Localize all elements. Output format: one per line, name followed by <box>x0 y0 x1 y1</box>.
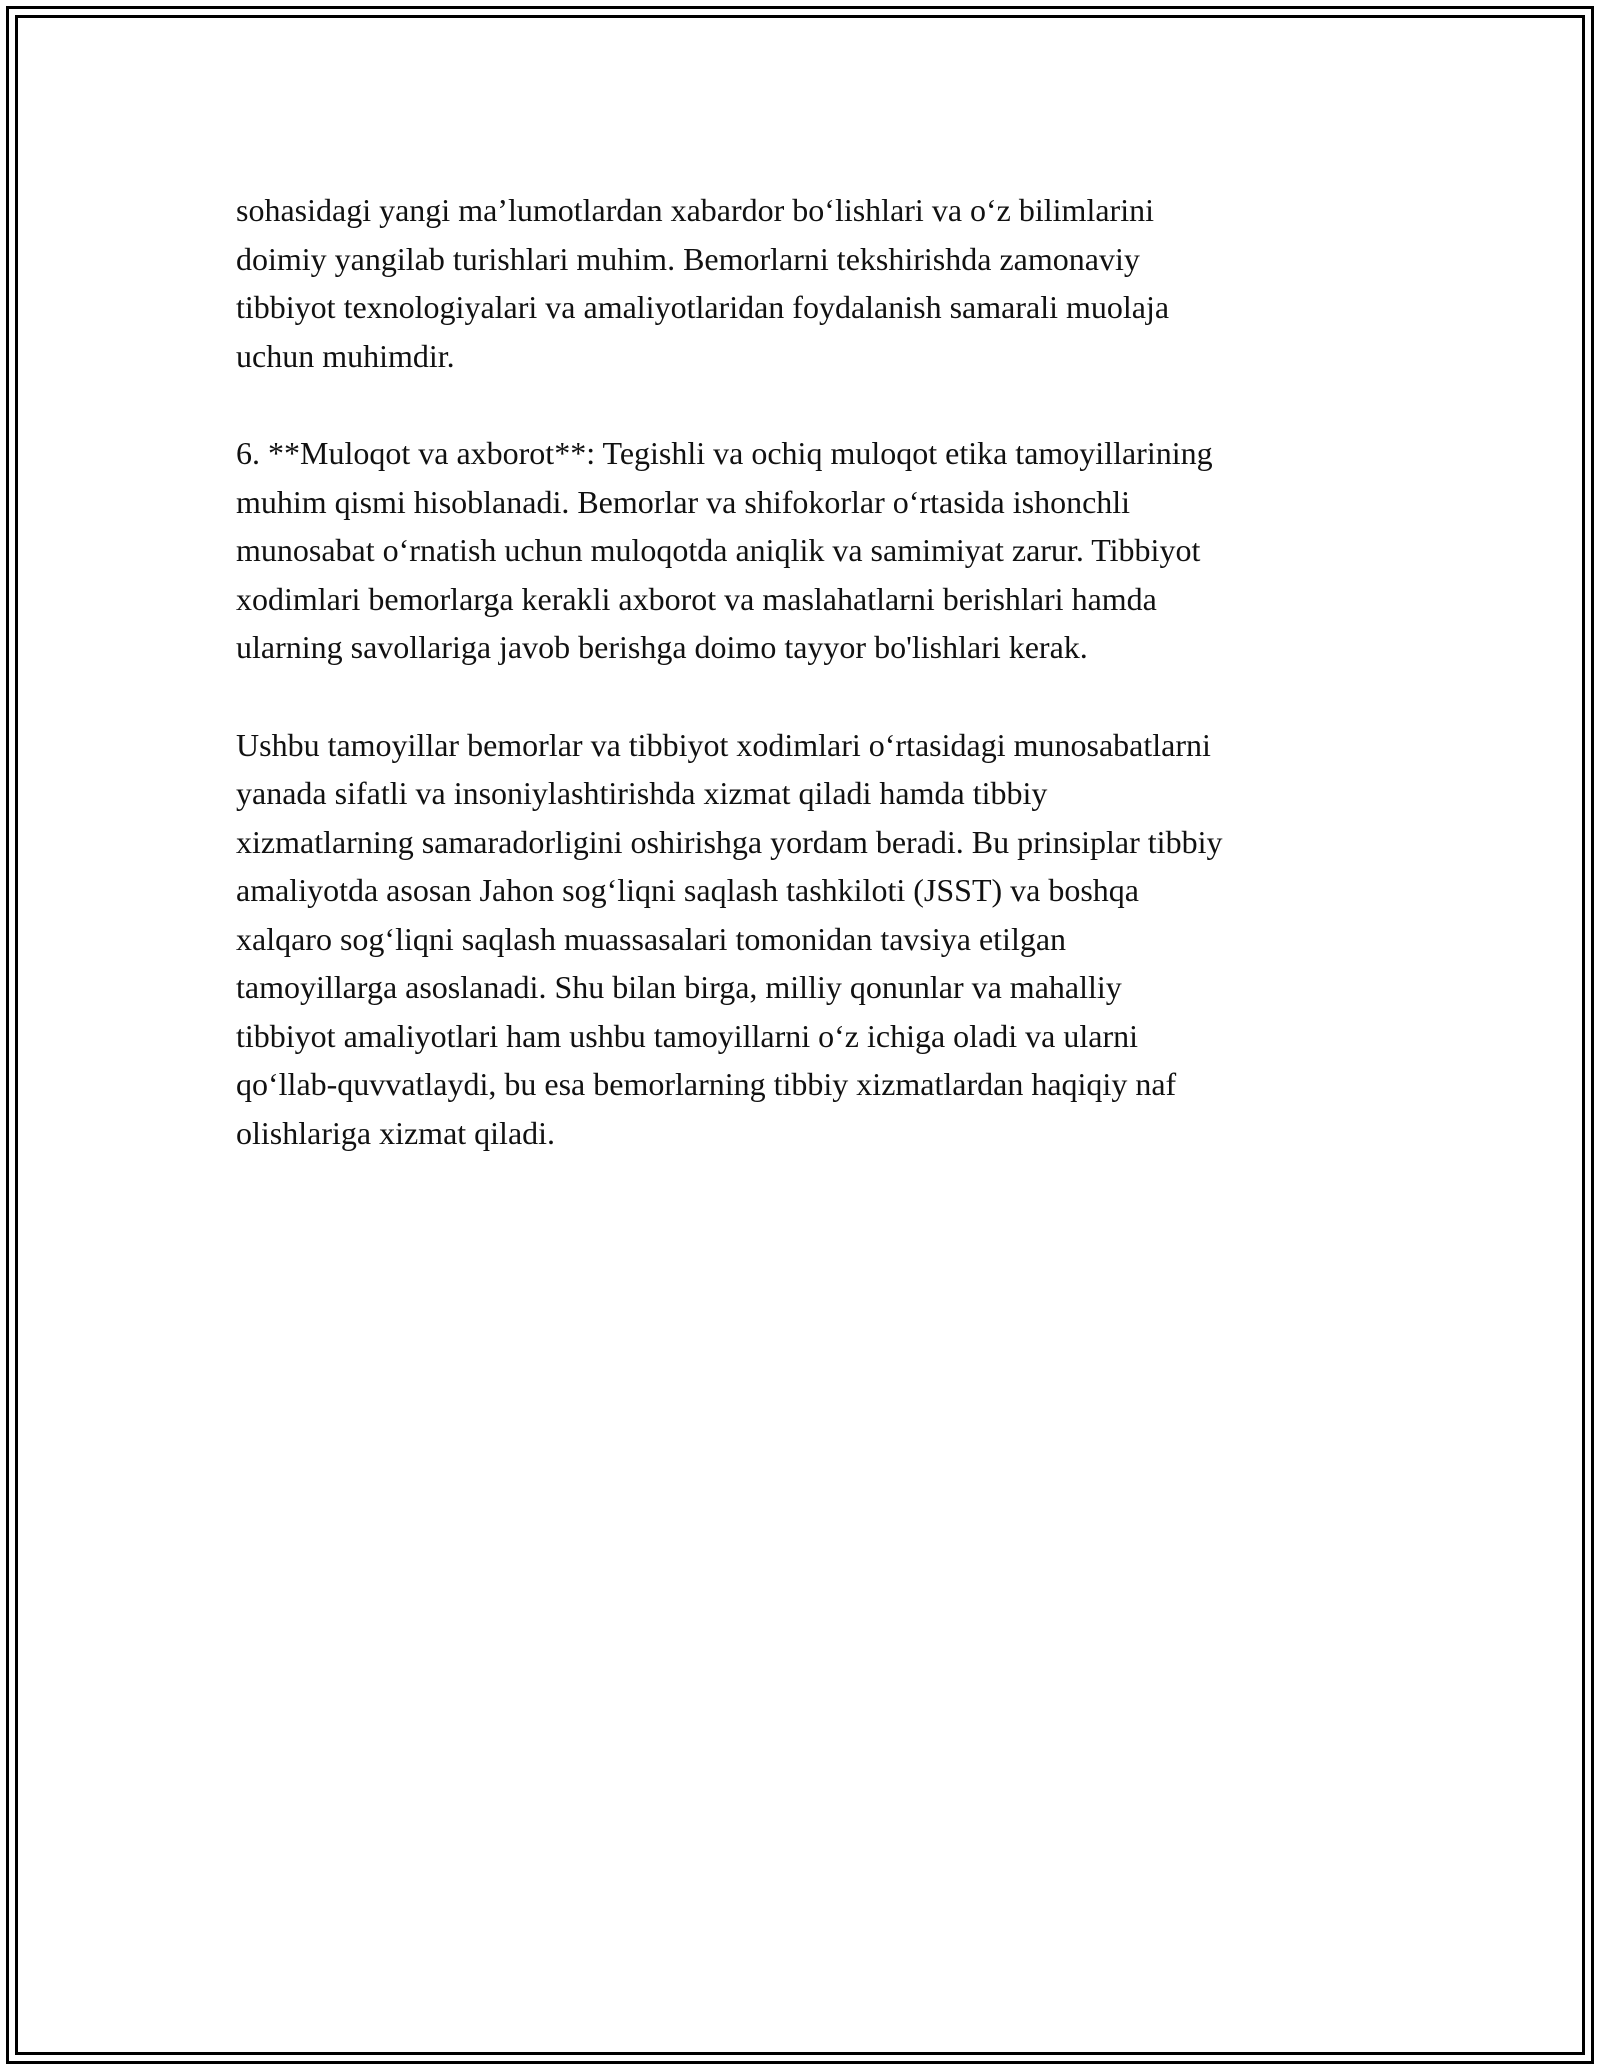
text-line: doimiy yangilab turishlari muhim. Bemorlarni tekshirishda zamonaviy <box>236 240 1140 277</box>
text-line: Ushbu tamoyillar bemorlar va tibbiyot xodimlari o‘rtasidagi munosabatlarni <box>236 726 1211 763</box>
text-line: muhim qismi hisoblanadi. Bemorlar va shifokorlar o‘rtasida ishonchli <box>236 483 1131 520</box>
text-line: uchun muhimdir. <box>236 337 455 374</box>
text-line: tibbiyot amaliyotlari ham ushbu tamoyillarni o‘z ichiga oladi va ularni <box>236 1017 1138 1054</box>
text-line: 6. **Muloqot va axborot**: Tegishli va ochiq muloqot etika tamoyillarining <box>236 435 1213 471</box>
paragraph-conclusion <box>236 721 1376 1158</box>
text-line: munosabat o‘rnatish uchun muloqotda aniqlik va samimiyat zarur. Tibbiyot <box>236 532 1201 568</box>
document-body <box>236 186 1376 1206</box>
text-line: sohasidagi yangi ma’lumotlardan xabardor bo‘lishlari va o‘z bilimlarini <box>236 192 1154 228</box>
text-line: xizmatlarning samaradorligini oshirishga yordam beradi. Bu prinsiplar tibbiy <box>236 823 1223 860</box>
text-line: xalqaro sog‘liqni saqlash muassasalari tomonidan tavsiya etilgan <box>236 920 1067 957</box>
text-line: tibbiyot texnologiyalari va amaliyotlaridan foydalanish samarali muolaja <box>236 289 1170 325</box>
text-line: xodimlari bemorlarga kerakli axborot va maslahatlarni berishlari hamda <box>236 580 1157 617</box>
text-line: olishlariga xizmat qiladi. <box>236 1114 556 1151</box>
text-line: amaliyotda asosan Jahon sog‘liqni saqlash tashkiloti (JSST) va boshqa <box>236 872 1139 908</box>
paragraph-communication <box>236 429 1376 672</box>
text-line: yanada sifatli va insoniylashtirishda xizmat qiladi hamda tibbiy <box>236 775 1048 811</box>
text-line: ularning savollariga javob berishga doimo tayyor bo'lishlari kerak. <box>236 629 1088 665</box>
paragraph-continuation <box>236 186 1376 380</box>
text-line: tamoyillarga asoslanadi. Shu bilan birga, milliy qonunlar va mahalliy <box>236 969 1122 1005</box>
text-line: qo‘llab-quvvatlaydi, bu esa bemorlarning tibbiy xizmatlardan haqiqiy naf <box>236 1066 1177 1102</box>
